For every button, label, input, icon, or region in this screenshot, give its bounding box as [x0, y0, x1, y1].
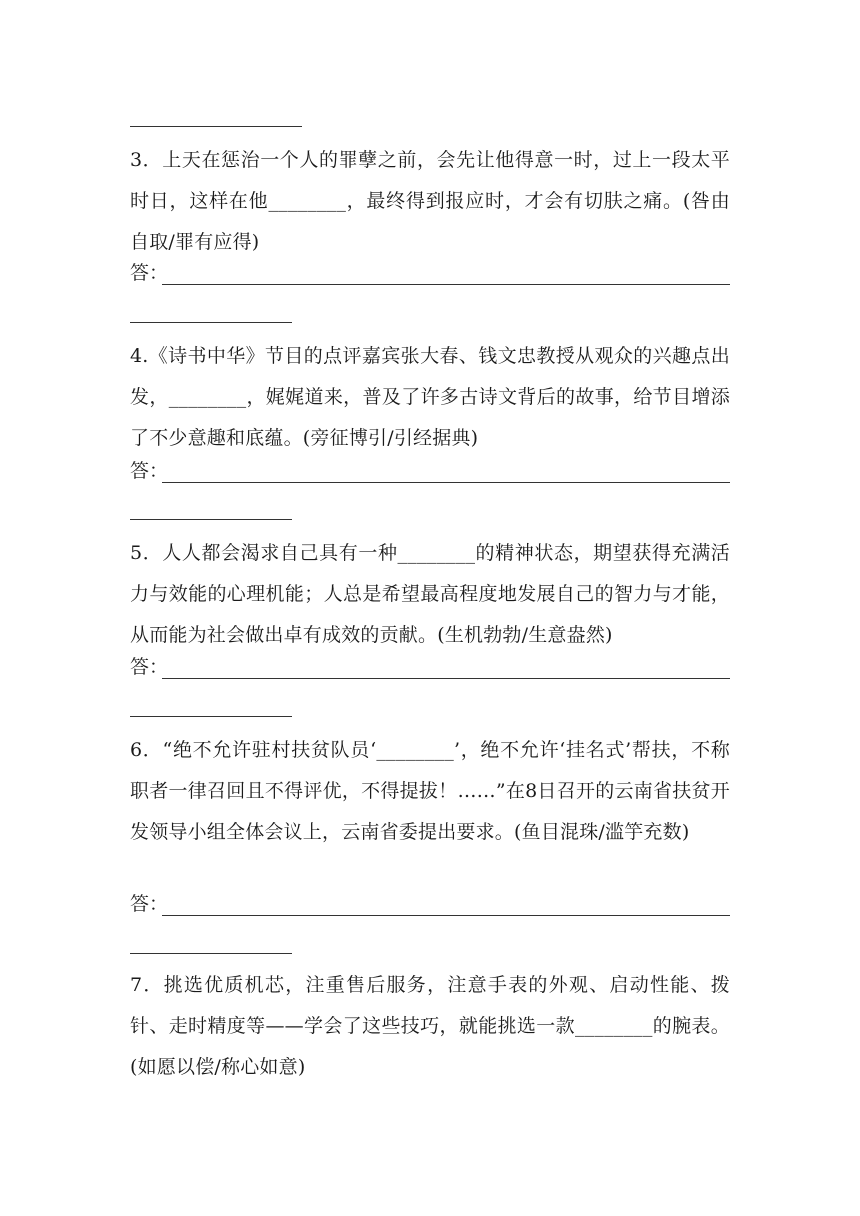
answer-row-6[interactable] — [130, 889, 730, 919]
answer-line — [162, 915, 730, 916]
question-3: 3．上天在惩治一个人的罪孽之前，会先让他得意一时，过上一段太平时日，这样在他________，最终得到报应时，才会有切肤之痛。(咎由自取/罪有应得) — [130, 149, 730, 253]
question-4: 4.《诗书中华》节目的点评嘉宾张大春、钱文忠教授从观众的兴趣点出发，________，娓娓道来，普及了许多古诗文背后的故事，给节目增添了不少意趣和底蕴。(旁征博引/引经据典) — [130, 345, 730, 449]
answer-line-continuation — [130, 716, 292, 717]
question-5: 5．人人都会渴求自己具有一种________的精神状态，期望获得充满活力与效能的心理机能；人总是希望最高程度地发展自己的智力与才能，从而能为社会做出卓有成效的贡献。(生机勃勃/生意盎然) — [130, 542, 730, 646]
answer-line — [162, 482, 730, 483]
question-7: 7．挑选优质机芯，注重售后服务，注意手表的外观、启动性能、拨针、走时精度等——学会了这些技巧，就能挑选一款________的腕表。(如愿以偿/称心如意) — [130, 974, 730, 1078]
answer-line-continuation — [130, 322, 292, 323]
answer-line — [162, 284, 730, 285]
answer-row-5[interactable] — [130, 652, 730, 682]
answer-label: 答： — [130, 262, 169, 284]
question-6: 6．“绝不允许驻村扶贫队员‘________’，绝不允许‘挂名式’帮扶，不称职者一律召回且不得评优，不得提拔！……”在8日召开的云南省扶贫开发领导小组全体会议上，云南省委提出要求。(鱼目混珠/滥竽充数) — [130, 739, 730, 843]
answer-line-continuation — [130, 519, 292, 520]
answer-row-4[interactable] — [130, 456, 730, 486]
answer-line-continuation — [130, 126, 302, 127]
answer-line — [162, 678, 730, 679]
answer-line-continuation — [130, 953, 292, 954]
answer-label: 答： — [130, 460, 169, 482]
answer-label: 答： — [130, 656, 169, 678]
answer-row-3[interactable] — [130, 258, 730, 288]
answer-label: 答： — [130, 893, 169, 915]
